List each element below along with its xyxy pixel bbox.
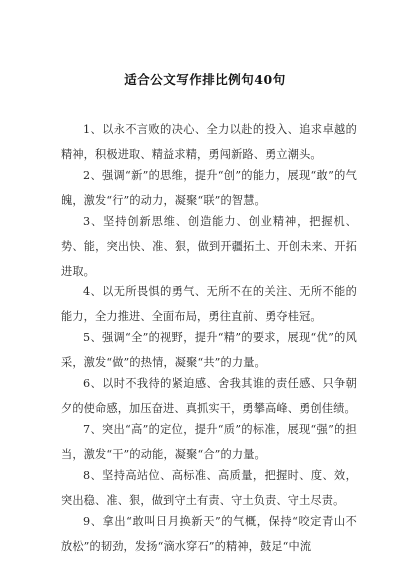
paragraph-3: 3、坚持创新思维、创造能力、创业精神，把握机、势、能，突出快、准、狠，做到开疆拓土、开创未来、开拓进取。 [61, 215, 357, 278]
paragraph-1: 1、以永不言败的决心、全力以赴的投入、追求卓越的精神，积极进取、精益求精，勇闯新路、勇立潮头。 [61, 123, 357, 161]
paragraph-9: 9、拿出“敢叫日月换新天”的气概，保持“咬定青山不放松”的韧劲，发扬“滴水穿石”的精神，鼓足“中流 [61, 515, 357, 553]
document-title: 适合公文写作排比例句40句 [124, 72, 286, 87]
paragraph-5: 5、强调“全”的视野，提升“精”的要求，展现“优”的风采，激发“做”的热情，凝聚“共”的力量。 [61, 331, 357, 369]
paragraph-8: 8、坚持高站位、高标准、高质量，把握时、度、效，突出稳、准、狠，做到守土有责、守土负责、守土尽责。 [61, 469, 357, 507]
paragraph-4: 4、以无所畏惧的勇气、无所不在的关注、无所不能的能力，全力推进、全面布局，勇往直前、勇夺桂冠。 [61, 285, 357, 323]
paragraph-7: 7、突出“高”的定位，提升“质”的标准，展现“强”的担当，激发“干”的动能，凝聚“合”的力量。 [61, 423, 357, 461]
paragraph-2: 2、强调“新”的思维，提升“创”的能力，展现“敢”的气魄，激发“行”的动力，凝聚“联”的智慧。 [61, 169, 357, 207]
paragraph-6: 6、以时不我待的紧迫感、舍我其谁的责任感、只争朝夕的使命感，加压奋进、真抓实干，勇攀高峰、勇创佳绩。 [61, 377, 357, 415]
